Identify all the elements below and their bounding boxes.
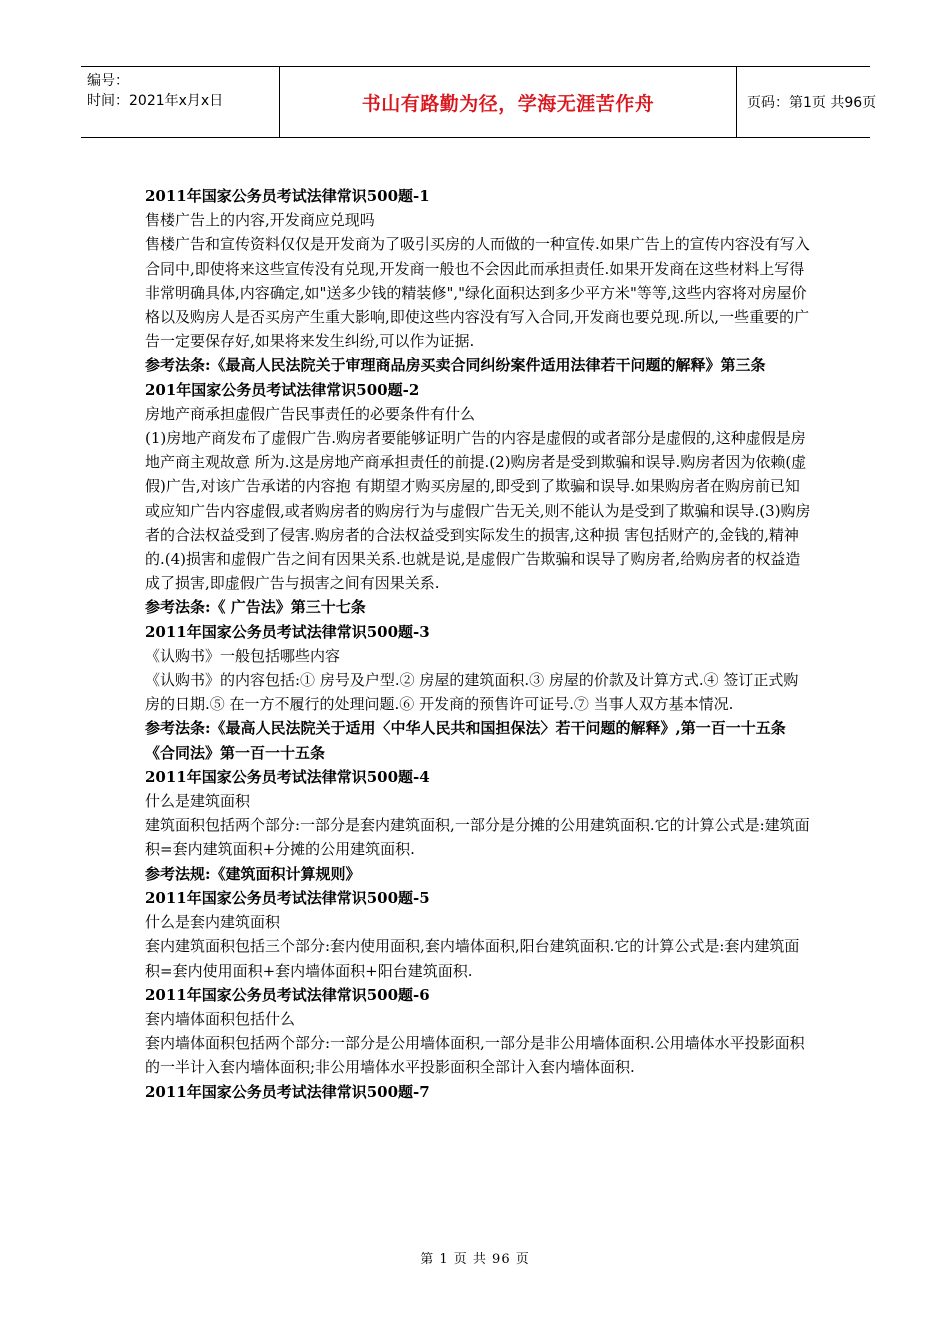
section-title: 2011年国家公务员考试法律常识500题-5 — [145, 888, 430, 907]
paragraph: 售楼广告和宣传资料仅仅是开发商为了吸引买房的人而做的一种宣传.如果广告上的宣传内容没有写入合同中,即使将来这些宣传没有兑现,开发商一般也不会因此而承担责任.如果开发商在这些材料上写得非常明确具体,内容确定,如"送多少钱的精装修","绿化面积达到多少平方米"等等,这些内容将对房屋价格以及购房人是否买房产生重大影响,即使这些内容没有写入合同,开发商也要兑现.所以,一些重要的广告一定要保存好,如果将来发生纠纷,可以作为证据. — [145, 235, 810, 351]
paragraph: 套内建筑面积包括三个部分:套内使用面积,套内墙体面积,阳台建筑面积.它的计算公式是:套内建筑面积=套内使用面积+套内墙体面积+阳台建筑面积. — [145, 937, 800, 980]
paragraph: 什么是套内建筑面积 — [145, 913, 281, 932]
paragraph: 套内墙体面积包括两个部分:一部分是公用墙体面积,一部分是非公用墙体面积.公用墙体水平投影面积的一半计入套内墙体面积;非公用墙体水平投影面积全部计入套内墙体面积. — [145, 1034, 805, 1077]
paragraph: 什么是建筑面积 — [145, 792, 251, 811]
paragraph: 套内墙体面积包括什么 — [145, 1009, 296, 1028]
reference-clause: 参考法条:《 广告法》第三十七条 — [145, 598, 366, 617]
header-page-info: 页码：第1页 共96页 — [747, 95, 877, 111]
section-title: 2011年国家公务员考试法律常识500题-1 — [145, 187, 430, 205]
reference-clause: 参考法条:《最高人民法院关于审理商品房买卖合同纠纷案件适用法律若干问题的解释》第三条 — [145, 356, 766, 375]
paragraph: 房地产商承担虚假广告民事责任的必要条件有什么 — [145, 404, 476, 423]
page-header — [81, 66, 877, 138]
reference-clause: 参考法条:《最高人民法院关于适用〈中华人民共和国担保法〉若干问题的解释》,第一百一十五条 《合同法》第一百一十五条 — [145, 719, 786, 762]
paragraph: 《认购书》的内容包括:① 房号及户型.② 房屋的建筑面积.③ 房屋的价款及计算方式.④ 签订正式购房的日期.⑤ 在一方不履行的处理问题.⑥ 开发商的预售许可证号.⑦ 当事人双方基本情况. — [145, 671, 799, 714]
section-title: 2011年国家公务员考试法律常识500题-4 — [145, 767, 430, 786]
date-label: 时间：2021年x月x日 — [87, 93, 224, 109]
paragraph: 售楼广告上的内容,开发商应兑现吗 — [145, 211, 375, 230]
document-body — [145, 184, 813, 1104]
section-title: 201年国家公务员考试法律常识500题-2 — [145, 380, 420, 399]
paragraph: (1)房地产商发布了虚假广告.购房者要能够证明广告的内容是虚假的或者部分是虚假的,这种虚假是房地产商主观故意 所为.这是房地产商承担责任的前提.(2)购房者是受到欺骗和误导.购房者因为依赖(虚假)广告,对该广告承诺的内容抱 有期望才购买房屋的,即受到了欺骗和误导.如果购房者在购房前已知或应知广告内容虚假,或者购房者的购房行为与虚假广告无关,则不能认为是受到了欺骗和误导.(3)购房者的合法权益受到了侵害.购房者的合法权益受到实际发生的损害,这种损 害包括财产的,金钱的,精神的.(4)损害和虚假广告之间有因果关系.也就是说,是虚假广告欺骗和误导了购房者,给购房者的权益造成了损害,即虚假广告与损害之间有因果关系. — [145, 429, 811, 593]
reference-clause: 参考法规:《建筑面积计算规则》 — [145, 864, 361, 883]
paragraph: 《认购书》一般包括哪些内容 — [145, 646, 341, 665]
number-label: 编号： — [87, 73, 129, 89]
paragraph: 建筑面积包括两个部分:一部分是套内建筑面积,一部分是分摊的公用建筑面积.它的计算公式是:建筑面积=套内建筑面积+分摊的公用建筑面积. — [145, 816, 810, 859]
header-meta — [81, 67, 279, 137]
header-motto: 书山有路勤为径，学海无涯苦作舟 — [279, 67, 737, 137]
section-title: 2011年国家公务员考试法律常识500题-3 — [145, 622, 430, 641]
section-title: 2011年国家公务员考试法律常识500题-6 — [145, 985, 430, 1004]
page-footer: 第 1 页 共 96 页 — [420, 1252, 530, 1267]
section-title: 2011年国家公务员考试法律常识500题-7 — [145, 1082, 430, 1101]
